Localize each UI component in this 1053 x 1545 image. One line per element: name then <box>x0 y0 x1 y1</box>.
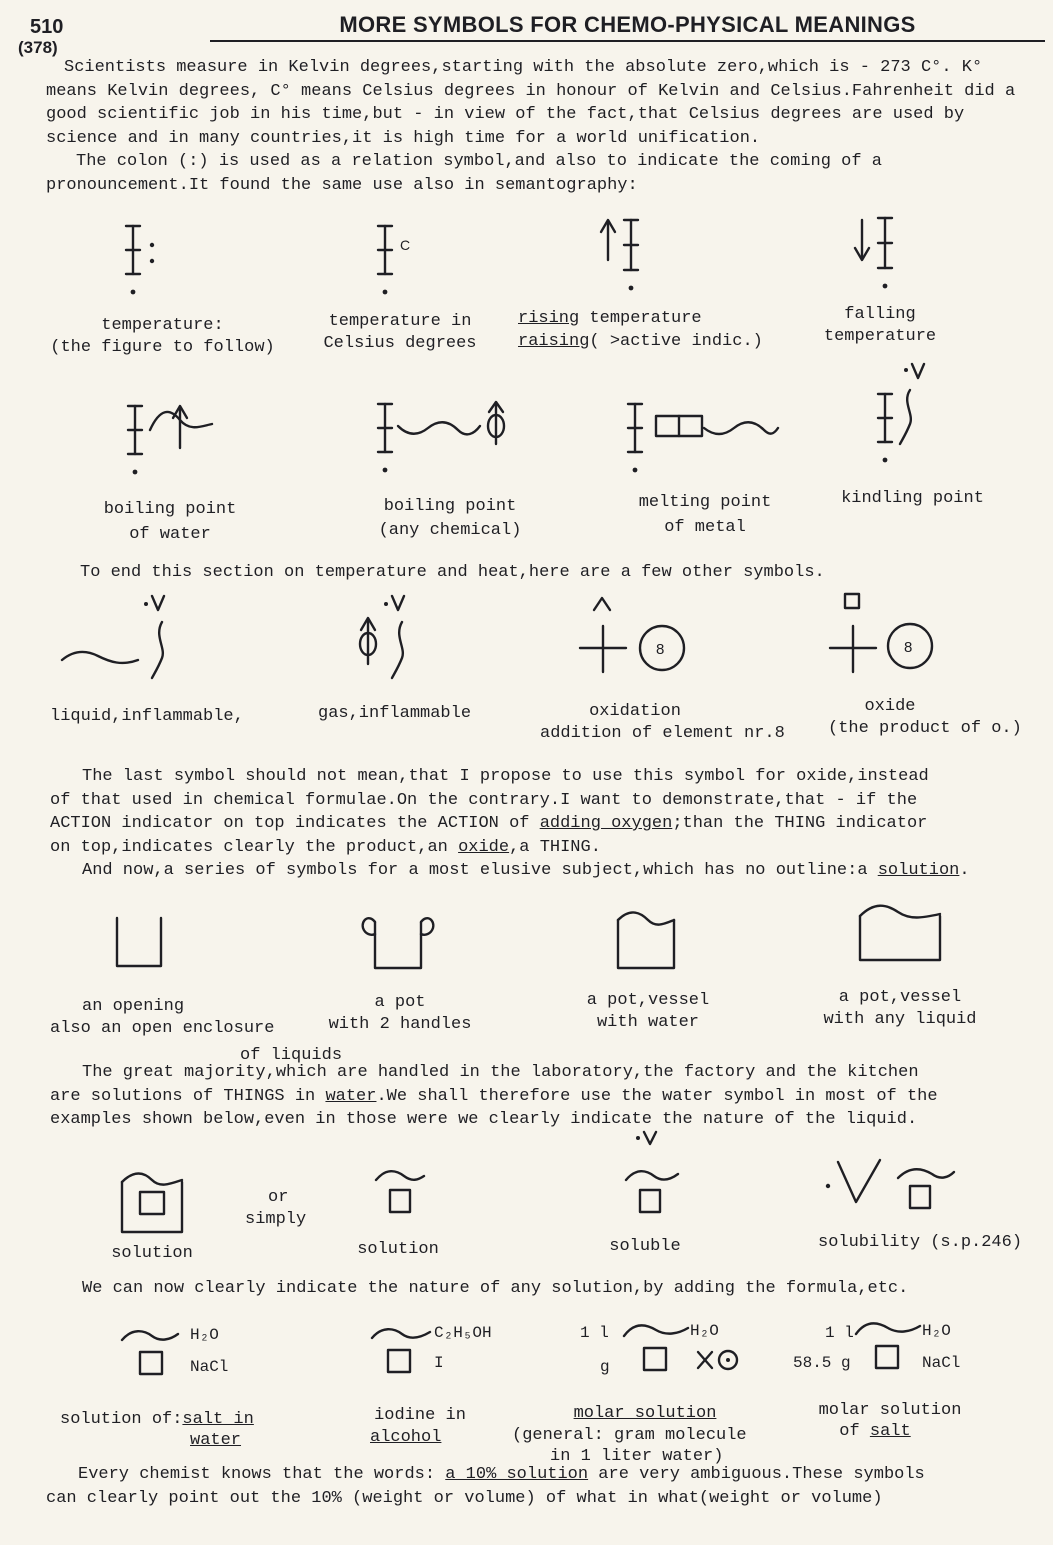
label-opening-sub2: of liquids <box>240 1046 343 1065</box>
label-oxidation-sub: addition of element nr.8 <box>540 724 785 743</box>
label-rising: rising temperature <box>518 309 702 328</box>
rising-temperature-symbol <box>596 212 656 298</box>
caption-salt-water-sub: water <box>190 1431 242 1450</box>
falling-temperature-symbol <box>850 210 910 296</box>
caption-iodine-sub: alcohol <box>370 1428 442 1447</box>
caption-salt-water: solution of:salt in <box>60 1410 254 1429</box>
label-solution-simple: solution <box>357 1240 439 1259</box>
formula-molar-salt-volume: 1 l <box>825 1324 854 1342</box>
formula-molar-volume: 1 l <box>580 1324 609 1342</box>
label-solution: solution <box>111 1244 193 1263</box>
label-temperature: temperature: <box>101 316 224 335</box>
formula-molar-salt-mass: 58.5 g <box>793 1354 851 1372</box>
caption-molar-salt: molar solution <box>818 1401 962 1420</box>
intro-paragraph-colon: The colon (:) is used as a relation symbol,and also to indicate the coming of a pronouncement.It found the same use also in semantography: <box>46 152 882 195</box>
temperature-celsius-symbol <box>362 218 422 298</box>
label-celsius-sub: Celsius degrees <box>323 334 477 353</box>
label-boiling-water-sub: of water <box>129 525 211 544</box>
final-paragraph: Every chemist knows that the words: a 10% solution are very ambiguous.These symbols can clearly point out the 10% (weight or volume) of what in what(weight or volume) <box>46 1465 925 1508</box>
salt-water-symbol <box>118 1322 188 1382</box>
caption-molar: molar solution <box>573 1404 717 1423</box>
label-opening-sub: also an open enclosure <box>50 1019 275 1038</box>
pot-with-liquid-symbol <box>852 902 952 972</box>
label-oxidation: oxidation <box>589 702 681 721</box>
page-title: MORE SYMBOLS FOR CHEMO-PHYSICAL MEANINGS <box>339 12 916 37</box>
molar-solution-symbol <box>620 1316 750 1382</box>
water-paragraph: The great majority,which are handled in the laboratory,the factory and the kitchen are solutions of THINGS in water.We shall therefore use the water symbol in most of the examples shown below,even in those were we clearly indicate the nature of the liquid. <box>50 1063 938 1129</box>
label-falling: falling <box>844 305 916 324</box>
formula-molar-salt-bottom: NaCl <box>922 1354 961 1372</box>
caption-iodine: iodine in <box>374 1406 466 1425</box>
label-pot-sub: with 2 handles <box>328 1015 472 1034</box>
temperature-colon-symbol <box>110 218 170 298</box>
intro-text <box>46 56 1021 197</box>
caption-molar-salt-sub: of salt <box>839 1422 911 1441</box>
label-melting: melting point <box>638 493 772 512</box>
oxidation-symbol <box>570 592 700 682</box>
label-vessel-water-sub: with water <box>596 1013 700 1032</box>
label-celsius: temperature in <box>328 312 472 331</box>
label-kindling: kindling point <box>841 489 984 508</box>
formula-molar-salt-top: H₂O <box>922 1322 951 1340</box>
sentence-heat: To end this section on temperature and heat,here are a few other symbols. <box>80 563 825 582</box>
label-simply: simply <box>245 1210 307 1229</box>
oxide-paragraph: The last symbol should not mean,that I propose to use this symbol for oxide,instead of that used in chemical formulae.On the contrary.I want to demonstrate,that - if the ACTION indicator on top indicates the ACTION of adding oxygen;than the THING indicator on top,indicates clearly the product,an oxide,a THING. And now,a series of symbols for a most elusive subject,which has no outline:a solution. <box>50 767 970 880</box>
formula-molar-top: H₂O <box>690 1322 719 1340</box>
label-oxide: oxide <box>864 697 916 716</box>
molar-salt-symbol <box>852 1314 932 1380</box>
label-raising: raising( >active indic.) <box>518 332 763 351</box>
label-melting-sub: of metal <box>664 518 746 537</box>
pot-with-handles-symbol <box>355 908 445 978</box>
formula-salt-water-bottom: NaCl <box>190 1358 229 1376</box>
gas-inflammable-symbol <box>350 590 430 690</box>
kindling-point-symbol <box>862 356 942 476</box>
label-liquid-inflammable: liquid,inflammable, <box>50 707 244 726</box>
caption-molar-liter: in 1 liter water) <box>550 1447 724 1466</box>
boiling-point-any-symbol <box>372 396 532 476</box>
oxide-symbol <box>820 590 950 680</box>
label-vessel-liquid: a pot,vessel <box>838 988 962 1007</box>
title-rule <box>210 40 1045 42</box>
label-pot: a pot <box>374 993 426 1012</box>
label-opening: an opening <box>82 997 185 1016</box>
label-gas-inflammable: gas,inflammable <box>318 704 472 723</box>
label-or: or <box>268 1188 289 1207</box>
pot-with-water-symbol <box>608 906 688 976</box>
label-falling-sub: temperature <box>823 327 937 346</box>
label-vessel-water: a pot,vessel <box>586 991 710 1010</box>
page-number: 510 <box>30 16 64 38</box>
melting-point-metal-symbol <box>622 396 782 476</box>
caption-molar-general: (general: gram molecule <box>512 1426 747 1445</box>
soluble-symbol <box>620 1128 690 1224</box>
liquid-inflammable-symbol <box>58 590 188 690</box>
label-temperature-sub: (the figure to follow) <box>50 338 275 357</box>
sentence-formula: We can now clearly indicate the nature of any solution,by adding the formula,etc. <box>82 1279 909 1298</box>
solubility-symbol <box>818 1156 958 1226</box>
page-number-alt: (378) <box>18 38 58 57</box>
opening-symbol <box>105 910 175 980</box>
label-boiling-water: boiling point <box>103 500 237 519</box>
label-vessel-liquid-sub: with any liquid <box>823 1010 977 1029</box>
label-boiling-any: boiling point <box>383 497 517 516</box>
formula-iodine-bottom: I <box>434 1354 444 1372</box>
svg-text:C: C <box>400 237 411 253</box>
iodine-alcohol-symbol <box>368 1320 438 1380</box>
formula-molar-gram: g <box>600 1358 610 1376</box>
solution-simple-symbol <box>370 1166 430 1222</box>
oxide-element-number: 8 <box>904 639 913 656</box>
boiling-point-water-symbol <box>112 398 232 478</box>
intro-paragraph-kelvin: Scientists measure in Kelvin degrees,starting with the absolute zero,which is - 273 C°. K° means Kelvin degrees, C° means Celsius degrees in honour of Kelvin and Celsius.Fahrenheit did a good scientific job in his time,but - in view of the fact,that Celsius degrees are used by science and in many countries,it is high time for a world unification. <box>46 58 1016 148</box>
formula-iodine-top: C₂H₅OH <box>434 1324 492 1342</box>
label-soluble: soluble <box>609 1237 681 1256</box>
label-boiling-any-sub: (any chemical) <box>378 521 522 540</box>
label-oxide-sub: (the product of o.) <box>828 719 1022 738</box>
oxidation-element-number: 8 <box>656 641 665 658</box>
formula-salt-water-top: H₂O <box>190 1326 219 1344</box>
label-solubility: solubility (s.p.246) <box>818 1233 1023 1252</box>
solution-vessel-symbol <box>112 1166 192 1242</box>
